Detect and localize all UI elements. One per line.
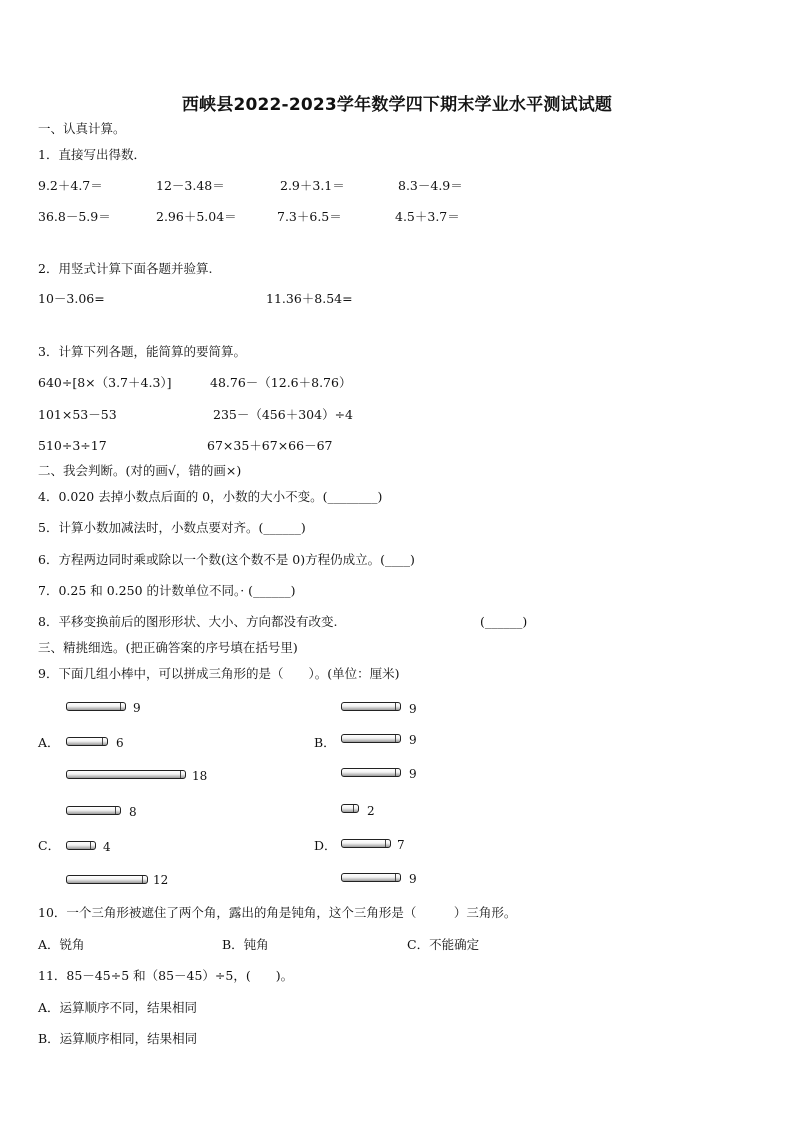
- q2-item: 10－3.06=: [38, 291, 105, 306]
- q1-item: 2.9＋3.1＝: [280, 178, 345, 193]
- q1-item: 36.8－5.9＝: [38, 209, 111, 224]
- stick-icon: [66, 841, 96, 850]
- q1-item: 12－3.48＝: [156, 178, 225, 193]
- q3-item: 235－（456＋304）÷4: [213, 407, 354, 422]
- q9-option-d-label: D．: [314, 838, 337, 853]
- stick-length: 6: [116, 736, 124, 750]
- question-2: 2．用竖式计算下面各题并验算.: [38, 261, 213, 276]
- section-3-heading: 三、精挑细选。(把正确答案的序号填在括号里): [38, 640, 298, 655]
- q3-item: 640÷[8×（3.7＋4.3）]: [38, 375, 172, 390]
- stick-icon: [66, 806, 121, 815]
- question-6: 6．方程两边同时乘或除以一个数(这个数不是 0)方程仍成立。(____): [38, 552, 415, 567]
- q10-option: A．锐角: [38, 937, 85, 952]
- stick-length: 9: [409, 702, 417, 716]
- q10-option: C．不能确定: [407, 937, 480, 952]
- stick-icon: [341, 768, 401, 777]
- stick-length: 7: [397, 838, 405, 852]
- stick-icon: [341, 702, 401, 711]
- q3-item: 510÷3÷17: [38, 438, 107, 453]
- stick-length: 18: [192, 769, 208, 783]
- q9-option-a-label: A．: [38, 735, 60, 750]
- question-7: 7．0.25 和 0.250 的计数单位不同。· (______): [38, 583, 296, 598]
- q1-item: 7.3＋6.5＝: [277, 209, 342, 224]
- q1-item: 8.3－4.9＝: [398, 178, 463, 193]
- section-1-heading: 一、认真计算。: [38, 121, 126, 136]
- stick-icon: [66, 737, 108, 746]
- section-2-heading: 二、我会判断。(对的画√，错的画×): [38, 463, 242, 478]
- stick-length: 2: [367, 804, 375, 818]
- stick-icon: [341, 734, 401, 743]
- q3-item: 67×35＋67×66－67: [207, 438, 333, 453]
- stick-length: 9: [409, 767, 417, 781]
- q11-option: B．运算顺序相同，结果相同: [38, 1031, 198, 1046]
- stick-length: 9: [409, 872, 417, 886]
- stick-length: 4: [103, 840, 111, 854]
- q2-item: 11.36＋8.54=: [266, 291, 353, 306]
- stick-length: 8: [129, 805, 137, 819]
- q1-item: 9.2＋4.7＝: [38, 178, 103, 193]
- question-8: 8．平移变换前后的图形形状、大小、方向都没有改变.: [38, 614, 338, 629]
- stick-icon: [66, 875, 148, 884]
- q3-item: 48.76－（12.6＋8.76）: [210, 375, 352, 390]
- stick-icon: [66, 702, 126, 711]
- stick-icon: [341, 873, 401, 882]
- q9-option-c-label: C．: [38, 838, 61, 853]
- q1-item: 4.5＋3.7＝: [395, 209, 460, 224]
- stick-length: 12: [153, 873, 169, 887]
- stick-length: 9: [133, 701, 141, 715]
- question-1: 1．直接写出得数．: [38, 147, 146, 162]
- question-5: 5．计算小数加减法时，小数点要对齐。(______): [38, 520, 306, 535]
- question-11: 11．85－45÷5 和（85－45）÷5，( )。: [38, 968, 294, 983]
- q10-option: B．钝角: [222, 937, 269, 952]
- stick-icon: [341, 839, 391, 848]
- q11-option: A．运算顺序不同，结果相同: [38, 1000, 198, 1015]
- q9-option-b-label: B．: [314, 735, 336, 750]
- stick-length: 9: [409, 733, 417, 747]
- question-9: 9．下面几组小棒中，可以拼成三角形的是（ ）。(单位：厘米): [38, 666, 400, 681]
- stick-icon: [66, 770, 186, 779]
- page-title: 西峡县2022-2023学年数学四下期末学业水平测试试题: [181, 95, 613, 115]
- question-10: 10．一个三角形被遮住了两个角，露出的角是钝角，这个三角形是（ ）三角形。: [38, 905, 517, 920]
- question-3: 3．计算下列各题，能简算的要简算。: [38, 344, 246, 359]
- q1-item: 2.96＋5.04＝: [156, 209, 237, 224]
- q3-item: 101×53－53: [38, 407, 117, 422]
- q8-answer-blank: (______): [480, 614, 528, 629]
- question-4: 4．0.020 去掉小数点后面的 0，小数的大小不变。(________): [38, 489, 383, 504]
- stick-icon: [341, 804, 359, 813]
